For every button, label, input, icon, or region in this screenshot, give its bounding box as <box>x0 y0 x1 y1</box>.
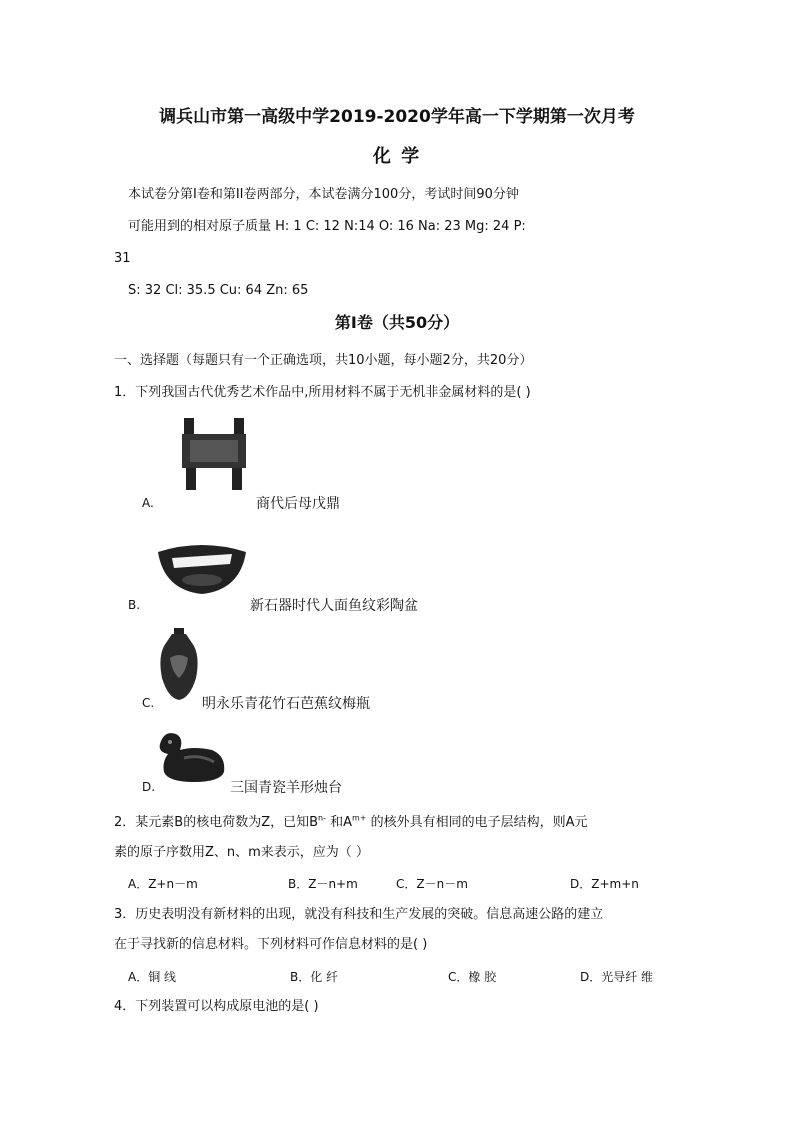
section-title: 第Ⅰ卷（共50分） <box>334 313 460 332</box>
q2-option-d: D．Z+m+n <box>570 877 639 891</box>
question-3-stem-line-2: 在于寻找新的信息材料。下列材料可作信息材料的是( ) <box>114 937 428 952</box>
q1-option-a-label: A. <box>142 496 154 510</box>
q3-option-b: B．化 纤 <box>290 970 339 984</box>
q3-option-c: C．橡 胶 <box>448 970 497 984</box>
question-2-stem-line-1: 2．某元素B的核电荷数为Z，已知$B^{n-}$ 和$A^{m+}$ 的核外具有相同的电子层结构，则A元 <box>114 813 588 830</box>
q1-option-d-label: D. <box>142 780 156 794</box>
part-instruction: 一、选择题（每题只有一个正确选项，共10小题，每小题2分，共20分） <box>114 353 533 368</box>
intro-line-3: 31 <box>114 251 131 266</box>
q3-option-d: D．光导纤 维 <box>580 970 654 984</box>
q2-option-c: C．Z－n－m <box>396 877 468 891</box>
question-3-stem-line-1: 3．历史表明没有新材料的出现，就没有科技和生产发展的突破。信息高速公路的建立 <box>114 907 604 922</box>
subject-title: 化 学 <box>372 146 422 167</box>
q1-option-a-name: 商代后母戊鼎 <box>256 496 340 512</box>
plum-vase-illustration <box>156 628 202 702</box>
bronze-ding-illustration <box>180 416 250 492</box>
q1-option-c-label: C. <box>142 696 155 710</box>
question-4-stem: 4．下列装置可以构成原电池的是( ) <box>114 999 319 1014</box>
question-1-stem: 1．下列我国古代优秀艺术作品中,所用材料不属于无机非金属材料的是( ) <box>114 385 531 400</box>
q3-option-a: A．铜 线 <box>128 970 177 984</box>
question-2-stem-line-2: 素的原子序数用Z、n、m来表示，应为（ ） <box>114 845 369 860</box>
q2-option-b: B．Z－n+m <box>288 877 358 891</box>
q1-option-d-name: 三国青瓷羊形烛台 <box>230 780 342 796</box>
intro-line-2: 可能用到的相对原子质量 H: 1 C: 12 N:14 O: 16 Na: 23 Mg: 24 P: <box>128 219 526 234</box>
q2-option-a: A．Z+n－m <box>128 877 198 891</box>
pottery-basin-illustration <box>154 540 250 596</box>
q1-option-c-name: 明永乐青花竹石芭蕉纹梅瓶 <box>202 696 370 712</box>
intro-line-4: S: 32 Cl: 35.5 Cu: 64 Zn: 65 <box>128 283 309 298</box>
exam-title: 调兵山市第一高级中学2019-2020学年高一下学期第一次月考 <box>159 107 635 127</box>
sheep-candlestick-illustration <box>154 728 228 784</box>
intro-line-1: 本试卷分第Ⅰ卷和第II卷两部分，本试卷满分100分，考试时间90分钟 <box>128 187 519 202</box>
q1-option-b-label: B. <box>128 598 141 612</box>
q1-option-b-name: 新石器时代人面鱼纹彩陶盆 <box>250 598 418 614</box>
